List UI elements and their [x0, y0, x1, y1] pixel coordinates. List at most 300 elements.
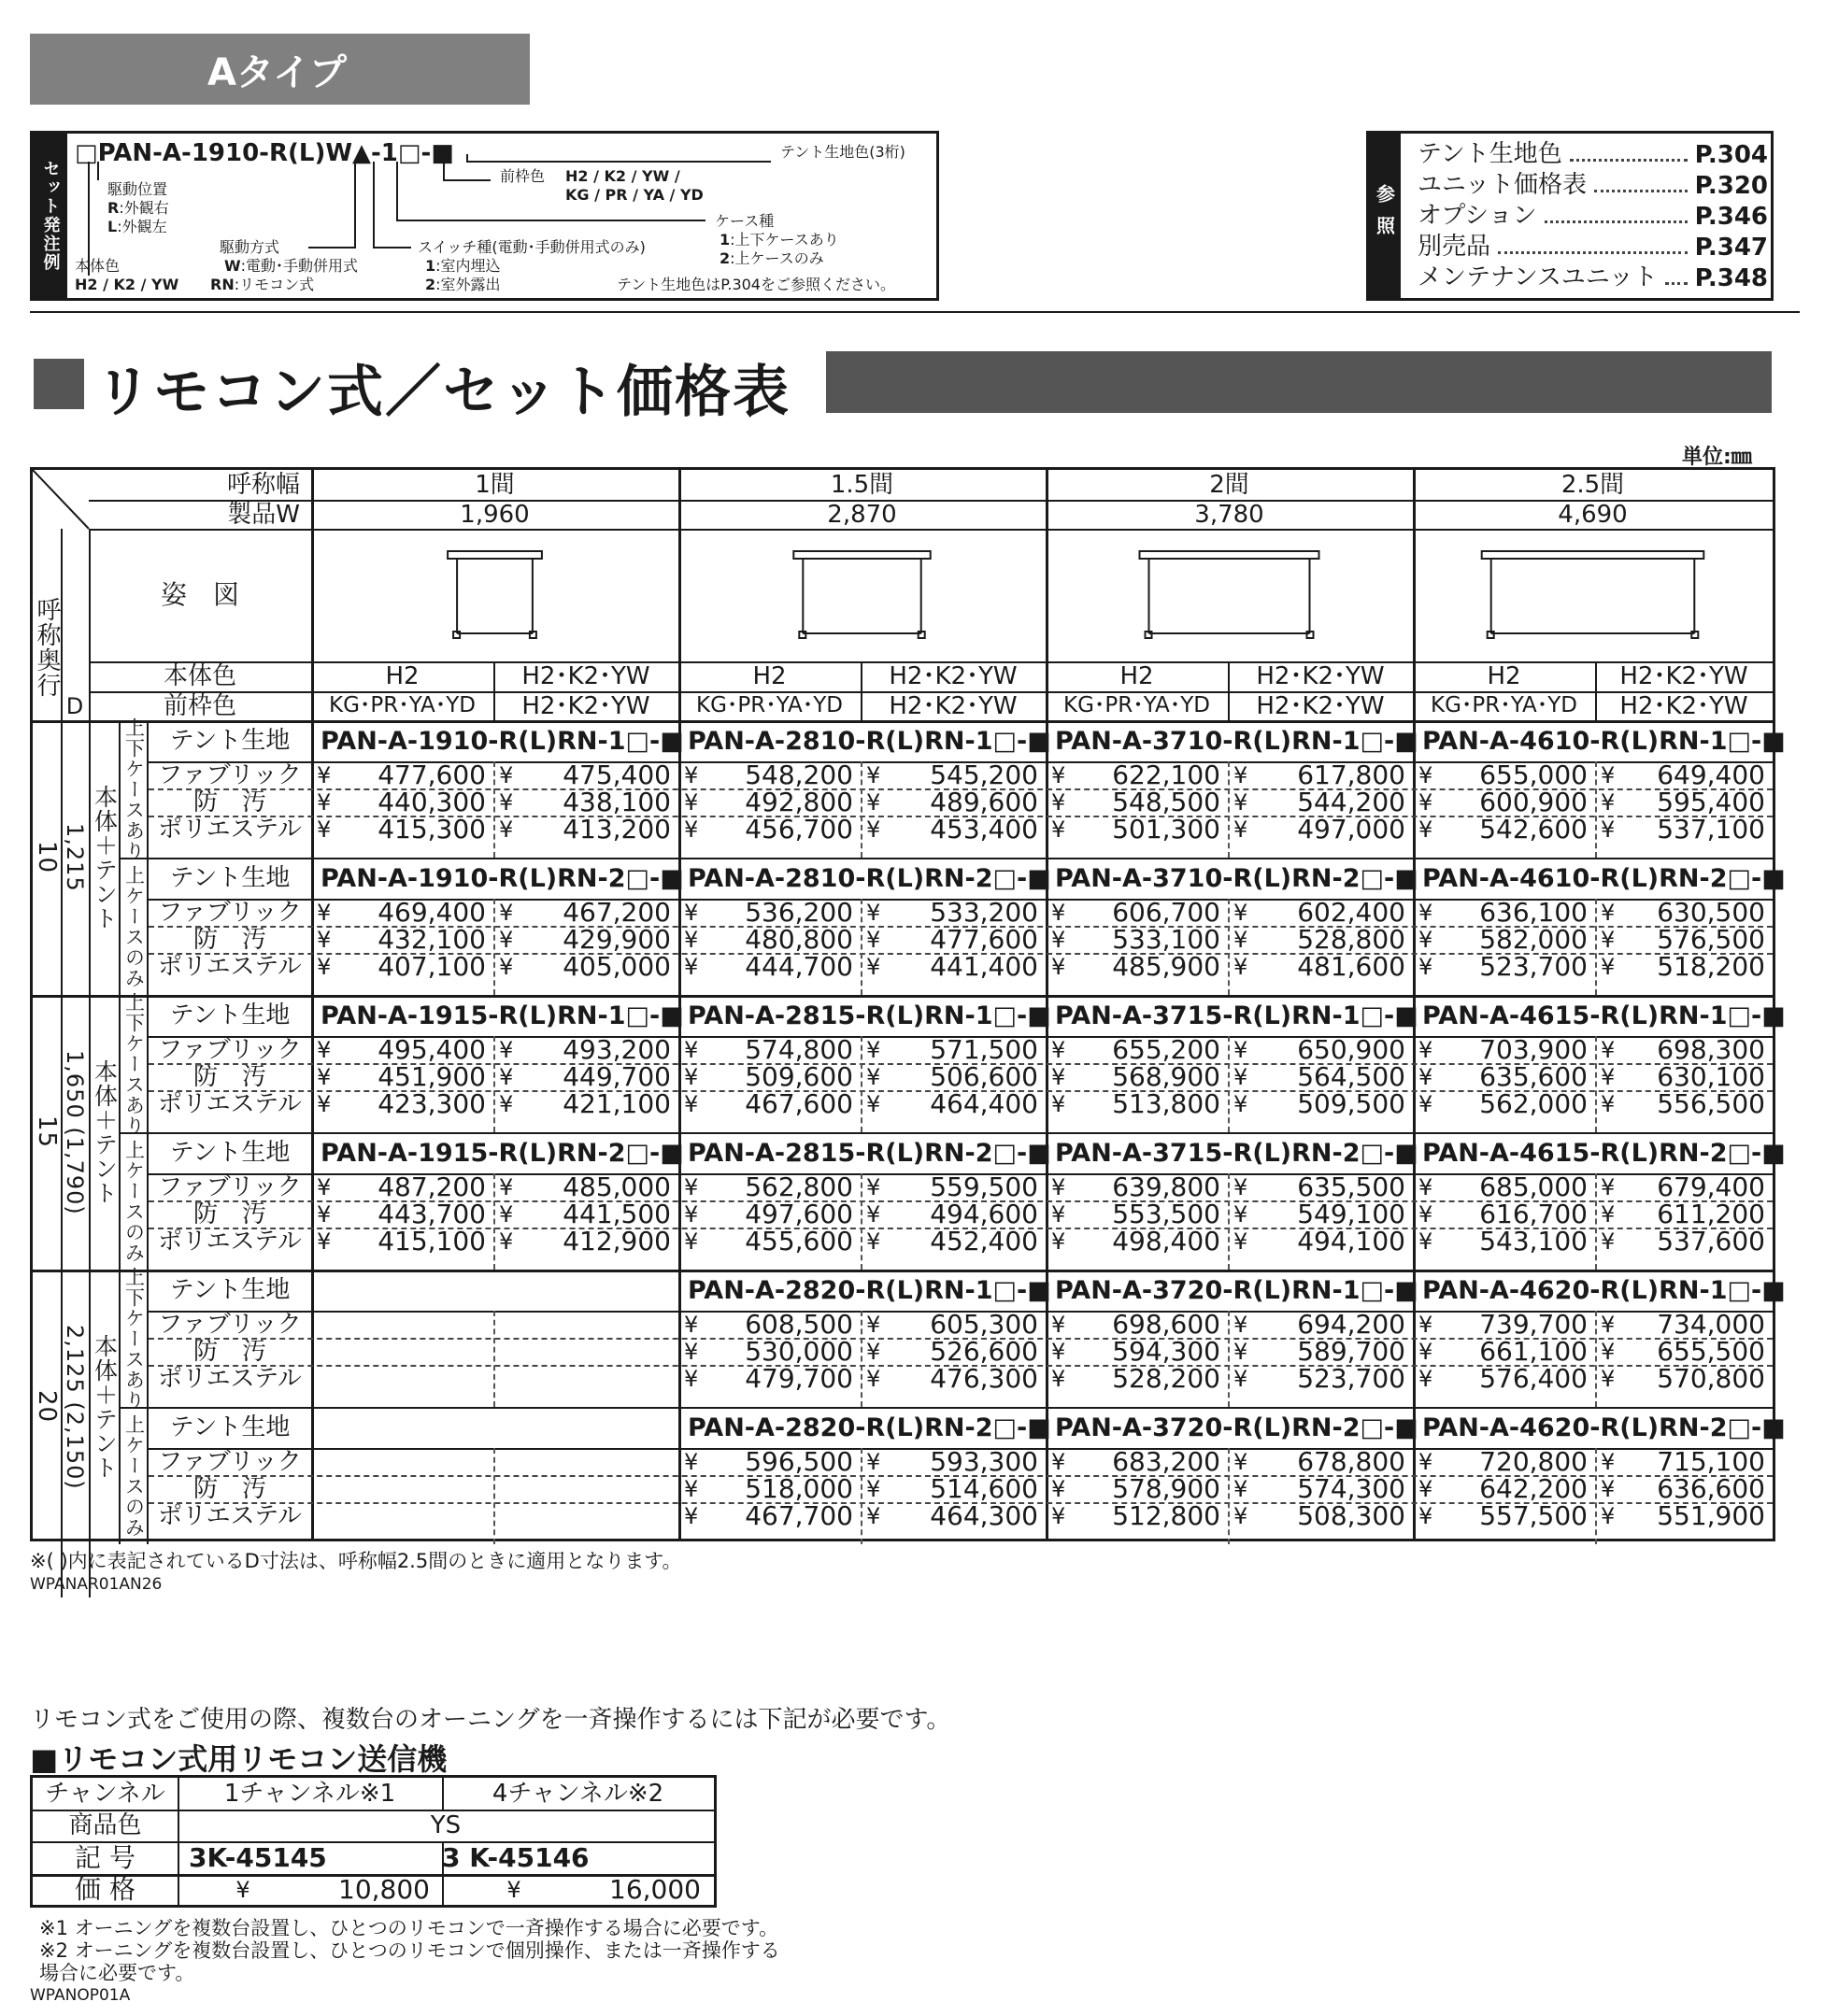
yen-sign: ¥ [317, 899, 332, 926]
yen-sign: ¥ [499, 816, 514, 843]
body-color-b: H2･K2･YW [1256, 662, 1385, 690]
remote-intro: リモコン式をご使用の際、複数台のオーニングを一斉操作するには下記が必要です。 [30, 1706, 951, 1734]
front-color-a: KG･PR･YA･YD [328, 693, 476, 717]
column-rule [493, 1173, 495, 1270]
column-rule [861, 1448, 862, 1544]
d-header: D [65, 692, 84, 719]
model-code: PAN-A-3720-R(L)RN-2□-■ [1055, 1413, 1418, 1442]
front-frame-colors-2: KG / PR / YA / YD [565, 186, 704, 204]
yen-sign: ¥ [1601, 1063, 1616, 1090]
fabric-name: ファブリック [158, 898, 302, 927]
price-value: 595,400 [1657, 786, 1765, 817]
price-value: 715,100 [1657, 1445, 1765, 1477]
price-value: 509,500 [1297, 1087, 1405, 1119]
price-value: 557,500 [1479, 1499, 1588, 1531]
price-value: 650,900 [1297, 1033, 1405, 1065]
front-color-b: H2･K2･YW [521, 691, 650, 720]
column-rule [861, 761, 862, 858]
yen-sign: ¥ [1233, 1502, 1248, 1529]
column-rule [861, 899, 862, 995]
yen-sign: ¥ [1051, 1311, 1066, 1338]
price-value: 440,300 [378, 786, 486, 817]
yen-sign: ¥ [317, 1173, 332, 1200]
yen-sign: ¥ [1051, 816, 1066, 843]
price-value: 467,200 [563, 896, 671, 928]
remote-table-rule [442, 1841, 444, 1905]
front-color-a: KG･PR･YA･YD [1062, 693, 1210, 717]
yen-sign: ¥ [1418, 761, 1433, 788]
model-code: PAN-A-2815-R(L)RN-1□-■ [688, 1001, 1051, 1030]
price-value: 544,200 [1297, 786, 1405, 817]
yen-sign: ¥ [866, 1448, 881, 1475]
model-code: PAN-A-2815-R(L)RN-2□-■ [688, 1138, 1051, 1168]
price-value: 449,700 [563, 1060, 671, 1092]
price-1: 10,800 [338, 1873, 430, 1905]
fabric-name: 防 汚 [192, 1337, 266, 1366]
heading-bar [826, 351, 1772, 413]
price-value: 467,700 [745, 1499, 853, 1531]
remote-table-rule [33, 1874, 714, 1877]
column-rule [493, 1036, 495, 1132]
price-value: 600,900 [1479, 786, 1588, 817]
reference-row[interactable]: ユニット価格表 P.320 [1418, 171, 1768, 200]
price-value: 553,500 [1112, 1198, 1220, 1229]
price-table [30, 467, 1786, 1541]
yen-sign: ¥ [1233, 1090, 1248, 1117]
yen-sign: ¥ [866, 761, 881, 788]
model-code: PAN-A-4610-R(L)RN-2□-■ [1422, 863, 1786, 893]
fabric-header: テント生地 [169, 1139, 291, 1167]
column-rule [119, 720, 121, 1544]
price-value: 518,200 [1657, 950, 1765, 982]
price-value: 512,800 [1112, 1499, 1220, 1531]
column-rule [861, 1036, 862, 1132]
price-value: 616,700 [1479, 1198, 1588, 1229]
body-color-a: H2 [385, 662, 420, 690]
reference-row[interactable]: オプション P.346 [1418, 202, 1768, 231]
price-4: 16,000 [609, 1873, 701, 1905]
price-value: 537,100 [1657, 813, 1765, 845]
yen-sign: ¥ [1233, 953, 1248, 980]
switch-2: 2:室外露出 [425, 276, 501, 293]
fabric-name: ファブリック [158, 1447, 302, 1476]
yen-sign: ¥ [866, 1200, 881, 1228]
price-value: 464,300 [930, 1499, 1038, 1531]
price-value: 556,500 [1657, 1087, 1765, 1119]
price-value: 562,000 [1479, 1087, 1588, 1119]
yen-sign: ¥ [684, 816, 699, 843]
yen-sign: ¥ [499, 926, 514, 953]
drive-method-label: 駆動方式 [220, 238, 280, 256]
body-tent-label: 本体＋テント [91, 1334, 119, 1480]
price-value: 421,100 [563, 1087, 671, 1119]
model-code: PAN-A-2820-R(L)RN-1□-■ [688, 1275, 1051, 1305]
row-rule [149, 1036, 1773, 1038]
body-tent-label: 本体＋テント [91, 1059, 119, 1205]
yen-sign: ¥ [866, 1502, 881, 1529]
yen-sign: ¥ [499, 899, 514, 926]
column-rule [1595, 1448, 1597, 1544]
body-color-b: H2･K2･YW [889, 662, 1018, 690]
price-value: 514,600 [930, 1472, 1038, 1504]
yen-sign: ¥ [684, 761, 699, 788]
price-value: 494,600 [930, 1198, 1038, 1229]
price-value: 635,500 [1297, 1171, 1405, 1202]
yen-sign: ¥ [1051, 1228, 1066, 1255]
price-value: 497,600 [745, 1198, 853, 1229]
price-value: 661,100 [1479, 1335, 1588, 1367]
code-4: 3 K-45146 [442, 1841, 590, 1873]
price-value: 441,500 [563, 1198, 671, 1229]
fabric-header: テント生地 [169, 1413, 291, 1441]
yen-sign: ¥ [1051, 926, 1066, 953]
depth-name: 20 [33, 1390, 61, 1424]
fabric-name: ファブリック [158, 1035, 302, 1064]
price-value: 536,200 [745, 896, 853, 928]
yen-sign: ¥ [866, 816, 881, 843]
yen-sign: ¥ [317, 926, 332, 953]
remote-code: WPANOP01A [30, 1986, 131, 2005]
fabric-name: ファブリック [158, 1310, 302, 1339]
price-value: 568,900 [1112, 1060, 1220, 1092]
yen-sign: ¥ [684, 1338, 699, 1365]
price-value: 498,400 [1112, 1225, 1220, 1256]
price-value: 636,100 [1479, 896, 1588, 928]
yen-sign: ¥ [1418, 1311, 1433, 1338]
model-code: PAN-A-4620-R(L)RN-2□-■ [1422, 1413, 1786, 1442]
tent-color-label: テント生地色(3桁) [780, 143, 905, 161]
yen-sign: ¥ [1601, 1090, 1616, 1117]
price-value: 493,200 [563, 1033, 671, 1065]
table-note: ※( )内に表記されているD寸法は、呼称幅2.5間のときに適用となります。 [30, 1550, 682, 1572]
yen-sign: ¥ [1051, 1475, 1066, 1502]
row-rule [149, 1448, 1773, 1450]
column-rule [1595, 1311, 1597, 1407]
price-value: 423,300 [378, 1087, 486, 1119]
column-rule [1228, 1448, 1230, 1544]
price-value: 407,100 [378, 950, 486, 982]
fabric-name: ポリエステル [158, 1227, 302, 1256]
price-value: 480,800 [745, 923, 853, 955]
yen-sign: ¥ [1601, 1502, 1616, 1529]
yen-sign: ¥ [1233, 899, 1248, 926]
price-value: 501,300 [1112, 813, 1220, 845]
yen-sign: ¥ [1051, 1502, 1066, 1529]
price-value: 548,500 [1112, 786, 1220, 817]
yen-sign: ¥ [866, 1311, 881, 1338]
price-value: 611,200 [1657, 1198, 1765, 1229]
remote-table [30, 1775, 717, 1908]
price-value: 642,200 [1479, 1472, 1588, 1504]
price-value: 479,700 [745, 1362, 853, 1394]
price-value: 576,400 [1479, 1362, 1588, 1394]
yen-sign: ¥ [866, 1063, 881, 1090]
yen-sign: ¥ [1051, 761, 1066, 788]
price-value: 589,700 [1297, 1335, 1405, 1367]
yen-sign: ¥ [1233, 1311, 1248, 1338]
price-value: 537,600 [1657, 1225, 1765, 1256]
price-value: 464,400 [930, 1087, 1038, 1119]
front-frame-label: 前枠色 [500, 167, 546, 185]
yen-sign: ¥ [1233, 1365, 1248, 1392]
column-rule [1595, 1036, 1597, 1132]
price-value: 481,600 [1297, 950, 1405, 982]
yen-sign: ¥ [1051, 899, 1066, 926]
yen-sign: ¥ [1233, 1338, 1248, 1365]
price-value: 405,000 [563, 950, 671, 982]
fabric-header: テント生地 [169, 864, 291, 892]
column-rule [1228, 1036, 1230, 1132]
body-color-b: H2･K2･YW [521, 662, 650, 690]
body-color-header: 本体色 [163, 662, 236, 690]
body-color-label: 本体色 [75, 257, 121, 275]
price-value: 429,900 [563, 923, 671, 955]
column-rule [861, 1173, 862, 1270]
front-color-header: 前枠色 [163, 691, 236, 720]
reference-box [1366, 131, 1774, 301]
depth-d: 1,650 (1,790) [62, 1049, 88, 1215]
width-name: 2間 [1209, 471, 1249, 499]
price-value: 453,400 [930, 813, 1038, 845]
price-value: 596,500 [745, 1445, 853, 1477]
price-value: 438,100 [563, 786, 671, 817]
yen-sign: ¥ [1233, 1475, 1248, 1502]
price-value: 720,800 [1479, 1445, 1588, 1477]
fabric-name: 防 汚 [192, 1200, 266, 1228]
yen-sign: ¥ [1601, 1036, 1616, 1063]
section-title: リモコン式／セット価格表 [95, 360, 791, 425]
yen-sign: ¥ [866, 1090, 881, 1117]
yen-sign: ¥ [499, 788, 514, 816]
product-w-header: 製品W [227, 500, 300, 529]
price-value: 594,300 [1112, 1335, 1220, 1367]
legend-side-label: セット発注例 [33, 134, 67, 298]
price-value: 467,600 [745, 1087, 853, 1119]
row-rule [149, 899, 1773, 901]
remote-note-2a: ※2 オーニングを複数台設置し、ひとつのリモコンで個別操作、または一斉操作する [39, 1939, 780, 1962]
switch-1: 1:室内埋込 [425, 257, 501, 275]
case-1: 1:上下ケースあり [720, 231, 839, 248]
price-value: 452,400 [930, 1225, 1038, 1256]
price-value: 734,000 [1657, 1308, 1765, 1340]
row-rule [149, 1173, 1773, 1175]
body-color-a: H2 [1487, 662, 1521, 690]
price-value: 528,800 [1297, 923, 1405, 955]
price-value: 469,400 [378, 896, 486, 928]
price-value: 543,100 [1479, 1225, 1588, 1256]
case-label: ケース種 [715, 212, 775, 230]
nominal-width-header: 呼称幅 [226, 471, 300, 499]
yen-sign: ¥ [1051, 1036, 1066, 1063]
yen-sign: ¥ [1601, 761, 1616, 788]
price-value: 456,700 [745, 813, 853, 845]
yen-sign: ¥ [1233, 1173, 1248, 1200]
yen-sign: ¥ [1233, 1200, 1248, 1228]
yen-sign: ¥ [866, 1173, 881, 1200]
price-value: 578,900 [1112, 1472, 1220, 1504]
divider [30, 311, 1800, 313]
yen-sign: ¥ [1051, 1365, 1066, 1392]
yen-sign: ¥ [1601, 899, 1616, 926]
color-header: 商品色 [68, 1811, 142, 1839]
reference-row[interactable]: テント生地色 P.304 [1418, 140, 1768, 169]
yen-sign: ¥ [1233, 1228, 1248, 1255]
width-name: 1間 [475, 471, 515, 499]
awning-figure [1413, 529, 1773, 661]
yen-sign: ¥ [866, 1475, 881, 1502]
yen-sign: ¥ [1051, 1338, 1066, 1365]
model-code: PAN-A-2820-R(L)RN-2□-■ [688, 1413, 1051, 1442]
depth-d: 1,215 [62, 823, 88, 892]
yen-sign: ¥ [317, 1228, 332, 1255]
reference-row[interactable]: 別売品 P.347 [1418, 233, 1768, 262]
yen-sign: ¥ [317, 953, 332, 980]
price-value: 476,300 [930, 1362, 1038, 1394]
depth-name: 15 [33, 1115, 61, 1149]
price-value: 477,600 [930, 923, 1038, 955]
price-value: 509,600 [745, 1060, 853, 1092]
yen-sign: ¥ [1601, 1173, 1616, 1200]
price-value: 441,400 [930, 950, 1038, 982]
price-value: 495,400 [378, 1033, 486, 1065]
price-value: 683,200 [1112, 1445, 1220, 1477]
yen-sign: ¥ [499, 953, 514, 980]
case-type-label: 上下ケースあり [122, 1266, 146, 1411]
yen-sign: ¥ [684, 1475, 699, 1502]
yen-sign: ¥ [1233, 1036, 1248, 1063]
price-value: 545,200 [930, 759, 1038, 790]
yen-sign: ¥ [684, 1173, 699, 1200]
figure-header: 姿 図 [160, 579, 239, 610]
yen-sign: ¥ [1601, 816, 1616, 843]
width-value: 2,870 [827, 500, 897, 529]
yen-sign: ¥ [1418, 1475, 1433, 1502]
yen-sign: ¥ [1418, 899, 1433, 926]
yen-sign: ¥ [499, 1200, 514, 1228]
section-heading [30, 349, 1775, 425]
yen-sign: ¥ [1418, 953, 1433, 980]
price-value: 559,500 [930, 1171, 1038, 1202]
fabric-name: ポリエステル [158, 1089, 302, 1118]
column-rule [1595, 899, 1597, 995]
price-value: 533,200 [930, 896, 1038, 928]
yen-sign: ¥ [866, 953, 881, 980]
price-value: 593,300 [930, 1445, 1038, 1477]
price-value: 533,100 [1112, 923, 1220, 955]
code-header: 記 号 [75, 1841, 135, 1873]
yen-sign: ¥ [1601, 1448, 1616, 1475]
awning-figure [678, 529, 1046, 661]
yen-sign: ¥ [684, 788, 699, 816]
price-value: 649,400 [1657, 759, 1765, 790]
awning-figure [1046, 529, 1413, 661]
remote-note-1: ※1 オーニングを複数台設置し、ひとつのリモコンで一斉操作する場合に必要です。 [39, 1917, 779, 1939]
price-value: 570,800 [1657, 1362, 1765, 1394]
price-value: 678,800 [1297, 1445, 1405, 1477]
remote-yen-4: ¥ [506, 1876, 521, 1903]
price-value: 443,700 [378, 1198, 486, 1229]
price-value: 679,400 [1657, 1171, 1765, 1202]
yen-sign: ¥ [1601, 1365, 1616, 1392]
yen-sign: ¥ [1051, 1448, 1066, 1475]
nominal-depth-header: 呼称奥行 [33, 597, 61, 698]
yen-sign: ¥ [1233, 1448, 1248, 1475]
yen-sign: ¥ [866, 899, 881, 926]
front-color-b: H2･K2･YW [1256, 691, 1385, 720]
yen-sign: ¥ [684, 1448, 699, 1475]
price-value: 576,500 [1657, 923, 1765, 955]
price-value: 655,500 [1657, 1335, 1765, 1367]
yen-sign: ¥ [1051, 953, 1066, 980]
yen-sign: ¥ [1418, 926, 1433, 953]
price-value: 636,600 [1657, 1472, 1765, 1504]
price-value: 635,600 [1479, 1060, 1588, 1092]
yen-sign: ¥ [1051, 1063, 1066, 1090]
yen-sign: ¥ [1233, 816, 1248, 843]
price-value: 630,100 [1657, 1060, 1765, 1092]
price-value: 542,600 [1479, 813, 1588, 845]
body-color-b: H2･K2･YW [1619, 662, 1748, 690]
body-color-a: H2 [1119, 662, 1154, 690]
color-value: YS [430, 1811, 462, 1839]
yen-sign: ¥ [317, 761, 332, 788]
yen-sign: ¥ [1418, 1448, 1433, 1475]
yen-sign: ¥ [1418, 1173, 1433, 1200]
remote-yen-1: ¥ [235, 1876, 250, 1903]
model-code: PAN-A-2810-R(L)RN-1□-■ [688, 726, 1051, 756]
unit-label: 単位:㎜ [1682, 446, 1752, 469]
fabric-name: ポリエステル [158, 1364, 302, 1393]
yen-sign: ¥ [1051, 1090, 1066, 1117]
price-value: 574,800 [745, 1033, 853, 1065]
case-type-label: 上下ケースあり [122, 717, 146, 861]
table-code: WPANAR01AN26 [30, 1575, 163, 1594]
yen-sign: ¥ [684, 1311, 699, 1338]
yen-sign: ¥ [499, 1036, 514, 1063]
fabric-name: ポリエステル [158, 952, 302, 981]
yen-sign: ¥ [317, 788, 332, 816]
column-rule [493, 1311, 495, 1407]
body-tent-label: 本体＋テント [91, 785, 119, 930]
width-value: 4,690 [1558, 500, 1628, 529]
price-value: 492,800 [745, 786, 853, 817]
price-value: 485,900 [1112, 950, 1220, 982]
yen-sign: ¥ [866, 1338, 881, 1365]
yen-sign: ¥ [866, 1228, 881, 1255]
price-value: 548,200 [745, 759, 853, 790]
yen-sign: ¥ [1051, 1173, 1066, 1200]
yen-sign: ¥ [684, 1036, 699, 1063]
price-value: 413,200 [563, 813, 671, 845]
price-value: 606,700 [1112, 896, 1220, 928]
body-colors: H2 / K2 / YW [75, 276, 179, 293]
yen-sign: ¥ [1601, 1200, 1616, 1228]
fabric-name: 防 汚 [192, 788, 266, 816]
front-color-a: KG･PR･YA･YD [695, 693, 843, 717]
column-rule [1228, 761, 1230, 858]
yen-sign: ¥ [1418, 1200, 1433, 1228]
yen-sign: ¥ [499, 1228, 514, 1255]
case-type-label: 上下ケースあり [122, 991, 146, 1136]
yen-sign: ¥ [317, 1200, 332, 1228]
price-value: 739,700 [1479, 1308, 1588, 1340]
front-color-b: H2･K2･YW [1619, 691, 1748, 720]
reference-row[interactable]: メンテナンスユニット P.348 [1418, 263, 1768, 292]
yen-sign: ¥ [1601, 788, 1616, 816]
yen-sign: ¥ [1418, 1036, 1433, 1063]
yen-sign: ¥ [1418, 788, 1433, 816]
fabric-name: 防 汚 [192, 1062, 266, 1091]
